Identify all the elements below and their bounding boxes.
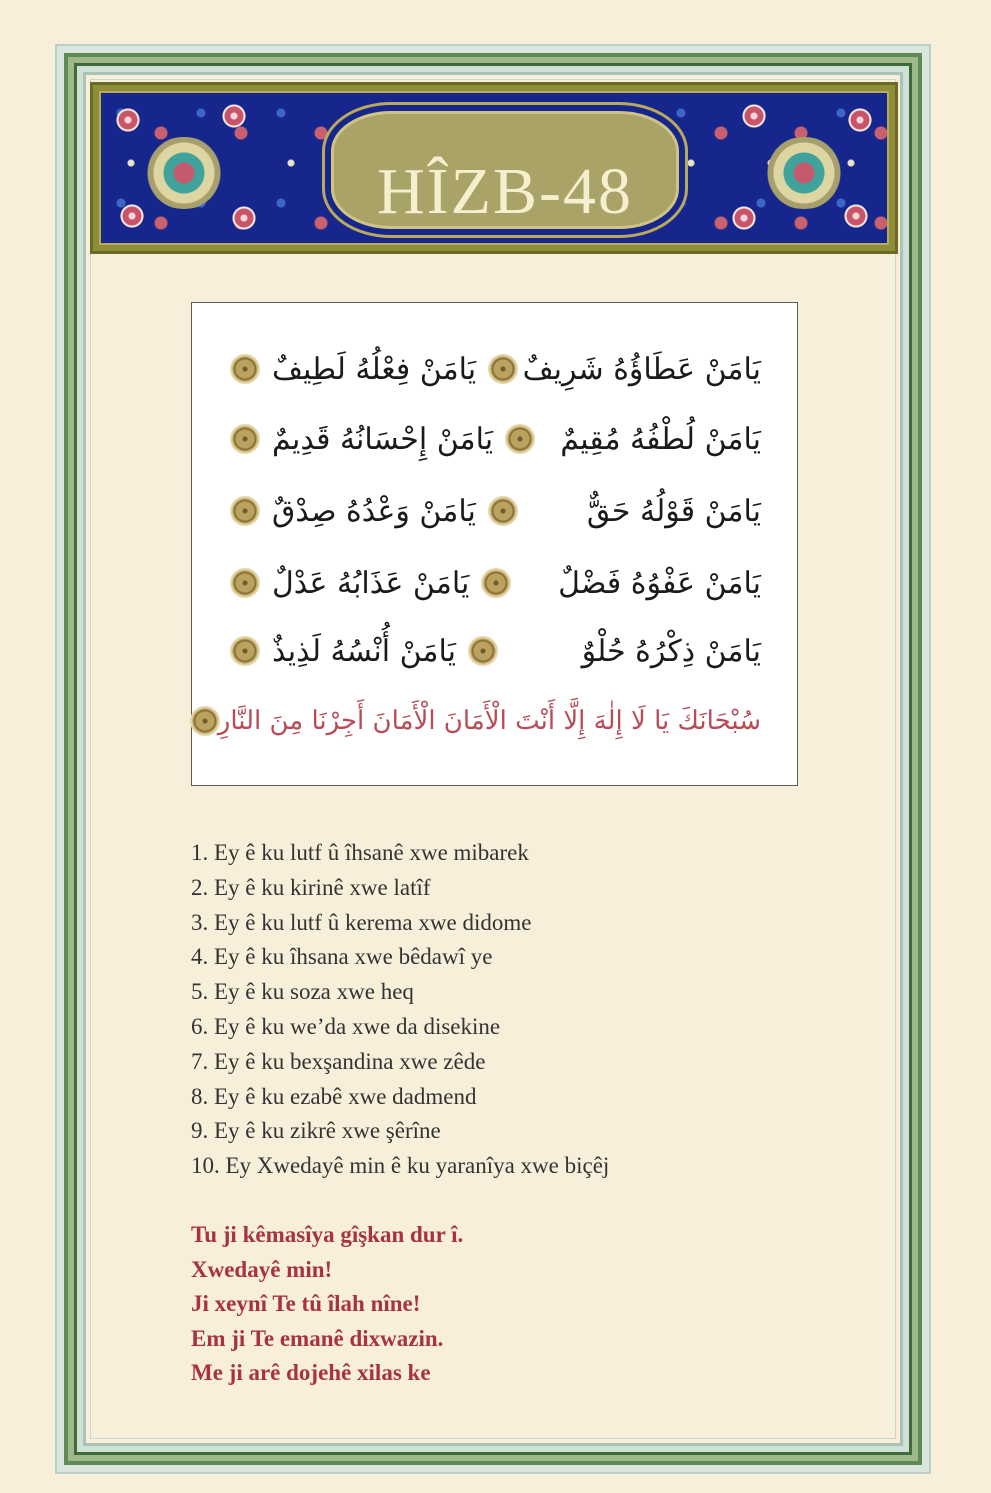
list-item: 10. Ey Xwedayê min ê ku yaranîya xwe biçêj (191, 1153, 610, 1179)
list-item: 4. Ey ê ku îhsana xwe bêdawî ye (191, 944, 493, 970)
arabic-line (232, 623, 761, 679)
arabic-phrase: يَامَنْ لُطْفُهُ مُقِيمٌ (560, 421, 761, 457)
verse-marker-icon (507, 426, 533, 452)
arabic-line (232, 341, 761, 397)
left-medallion-icon (141, 137, 227, 209)
verse-marker-icon (232, 570, 258, 596)
verse-marker-icon (232, 498, 258, 524)
closing-line: Em ji Te emanê dixwazin. (191, 1325, 444, 1351)
header-ornament-pattern (99, 91, 889, 245)
flower-icon (115, 107, 141, 133)
list-item: 1. Ey ê ku lutf û îhsanê xwe mibarek (191, 840, 529, 865)
verse-marker-icon (232, 426, 258, 452)
verse-marker-icon (470, 638, 496, 664)
list-item: 3. Ey ê ku lutf û kerema xwe didome (191, 909, 532, 935)
arabic-line (232, 411, 761, 467)
flower-icon (847, 107, 873, 133)
right-medallion-icon (761, 137, 847, 209)
arabic-text-box (191, 302, 798, 786)
flower-icon (231, 205, 257, 231)
verse-marker-icon (490, 498, 516, 524)
arabic-phrase: يَامَنْ إِحْسَانُهُ قَدِيمٌ (272, 421, 494, 457)
closing-line: Xwedayê min! (191, 1256, 333, 1282)
closing-line: Tu ji kêmasîya gîşkan dur î. (191, 1222, 464, 1247)
arabic-phrase: يَامَنْ أُنْسُهُ لَذِيذٌ (272, 633, 456, 669)
closing-line: Ji xeynî Te tû îlah nîne! (191, 1291, 421, 1317)
page-title: HÎZB-48 (377, 155, 633, 228)
flower-icon (741, 103, 767, 129)
list-item: 6. Ey ê ku we’da xwe da disekine (191, 1013, 501, 1039)
list-item: 7. Ey ê ku bexşandina xwe zêde (191, 1048, 486, 1074)
arabic-line (232, 555, 761, 611)
closing-line: Me ji arê dojehê xilas ke (191, 1360, 431, 1386)
arabic-phrase: يَامَنْ فِعْلُهُ لَطِيفٌ (272, 351, 477, 387)
arabic-phrase: يَامَنْ عَطَاؤُهُ شَرِيفٌ (522, 351, 761, 387)
verse-marker-icon (490, 356, 516, 382)
flower-icon (119, 203, 145, 229)
verse-marker-icon (483, 570, 509, 596)
list-item: 8. Ey ê ku ezabê xwe dadmend (191, 1083, 477, 1109)
closing-prayer (191, 1218, 463, 1391)
arabic-phrase: يَامَنْ عَفْوُهُ فَضْلٌ (558, 565, 761, 601)
list-item: 9. Ey ê ku zikrê xwe şêrîne (191, 1118, 441, 1144)
verse-marker-icon (232, 356, 258, 382)
arabic-phrase: يَامَنْ عَذَابُهُ عَدْلٌ (272, 565, 470, 601)
list-item: 2. Ey ê ku kirinê xwe latîf (191, 874, 431, 900)
flower-icon (221, 103, 247, 129)
verse-marker-icon (192, 708, 218, 734)
arabic-phrase: يَامَنْ قَوْلُهُ حَقٌّ (586, 493, 761, 529)
header-banner (90, 82, 898, 254)
translation-list (191, 836, 609, 1184)
title-cartouche (331, 111, 679, 229)
verse-marker-icon (232, 638, 258, 664)
arabic-closing-line (217, 693, 761, 749)
flower-icon (843, 203, 869, 229)
arabic-phrase: يَامَنْ وَعْدُهُ صِدْقٌ (272, 493, 476, 529)
list-item: 5. Ey ê ku soza xwe heq (191, 979, 414, 1005)
arabic-line (232, 483, 761, 539)
arabic-closing: سُبْحَانَكَ يَا لَا إِلٰهَ إِلَّا أَنْتَ الْأَمَانَ الْأَمَانَ أَجِرْنَا مِنَ النَّارِ (217, 706, 761, 736)
arabic-phrase: يَامَنْ ذِكْرُهُ حُلْوٌ (581, 633, 761, 669)
flower-icon (731, 205, 757, 231)
